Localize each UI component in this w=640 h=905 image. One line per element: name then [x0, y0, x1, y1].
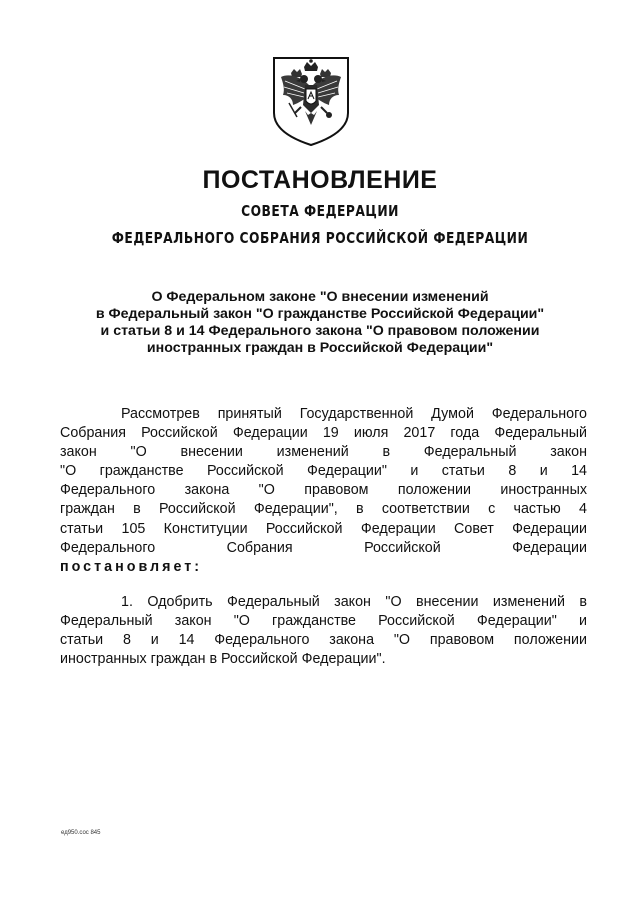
body-line: статьи 8 и 14 Федерального закона "О правовом положении — [60, 632, 587, 649]
body-line: Собрания Российской Федерации 19 июля 2017 года Федеральный — [60, 425, 587, 442]
body-line: Федерального закона "О правовом положении иностранных — [60, 482, 587, 499]
body-line: 1. Одобрить Федеральный закон "О внесении изменений в — [121, 594, 587, 610]
body-line: граждан в Российской Федерации", в соответствии с частью 4 — [60, 501, 587, 518]
subject-line: иностранных граждан в Российской Федерации" — [146, 340, 494, 356]
body-line: статьи 105 Конституции Российской Федерации Совет Федерации — [60, 520, 587, 537]
issuer-line-1: СОВЕТА ФЕДЕРАЦИИ — [241, 202, 399, 220]
body-line: Федерального Собрания Российской Федерации — [60, 539, 587, 556]
document-subject — [60, 289, 580, 357]
body-line: "О гражданстве Российской Федерации" и статьи 8 и 14 — [60, 463, 587, 480]
document-title: ПОСТАНОВЛЕНИЕ — [202, 166, 438, 194]
resolves-word: постановляет: — [60, 558, 203, 575]
subject-line: в Федеральный закон "О гражданстве Российской Федерации" — [95, 306, 545, 322]
subject-line: О Федеральном законе "О внесении изменений — [151, 289, 489, 305]
subject-line: и статьи 8 и 14 Федерального закона "О правовом положении — [100, 323, 540, 339]
body-line: Федеральный закон "О гражданстве Российской Федерации" и — [60, 613, 587, 630]
issuer-line-2: ФЕДЕРАЛЬНОГО СОБРАНИЯ РОССИЙСКОЙ ФЕДЕРАЦИИ — [111, 229, 529, 247]
body-line: Рассмотрев принятый Государственной Думой Федерального — [121, 406, 587, 422]
body-line: закон "О внесении изменений в Федеральный закон — [60, 444, 587, 461]
document-code: ед950.сос 845 — [61, 830, 101, 836]
paragraph-preamble — [60, 405, 587, 577]
russian-coat-of-arms-icon — [271, 55, 351, 147]
paragraph-decision-1 — [60, 593, 587, 669]
body-line: иностранных граждан в Российской Федерации". — [60, 651, 386, 668]
